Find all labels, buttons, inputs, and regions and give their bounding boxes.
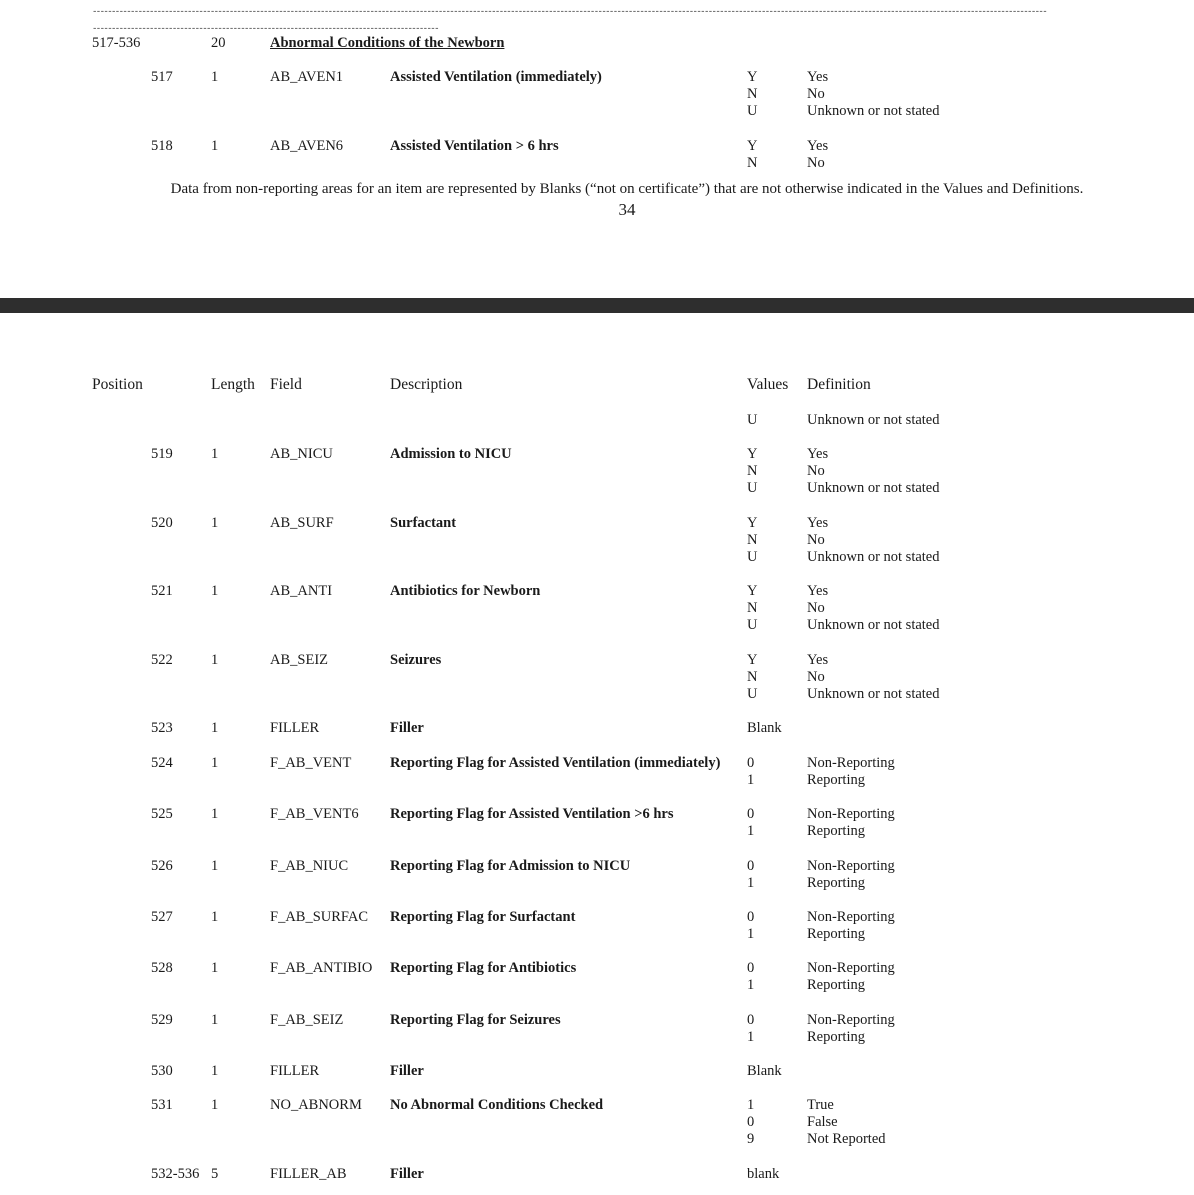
value-code: 0 — [747, 960, 755, 976]
value-code: Blank — [747, 720, 782, 736]
value-code: 1 — [747, 1097, 755, 1113]
row-length: 1 — [211, 446, 219, 462]
value-code: N — [747, 600, 758, 616]
definition-text: Yes — [807, 446, 829, 462]
definition-text: No — [807, 600, 825, 616]
value-code: U — [747, 480, 758, 496]
row-values — [747, 1097, 754, 1148]
value-code: N — [747, 86, 758, 102]
definition-text: Not Reported — [807, 1131, 886, 1147]
definition-text: Reporting — [807, 977, 865, 993]
row-field: F_AB_ANTIBIO — [270, 960, 373, 976]
definition-text: Unknown or not stated — [807, 103, 940, 119]
value-code: 0 — [747, 806, 755, 822]
row-field: AB_AVEN1 — [270, 69, 344, 85]
row-field: AB_NICU — [270, 446, 333, 462]
row-description: No Abnormal Conditions Checked — [390, 1097, 604, 1113]
definition-text: Unknown or not stated — [807, 617, 940, 633]
row-values — [747, 909, 754, 943]
row-description: Filler — [390, 1063, 424, 1079]
definition-text: Reporting — [807, 1029, 865, 1045]
value-code: U — [747, 103, 758, 119]
row-description: Reporting Flag for Seizures — [390, 1012, 561, 1028]
value-code: N — [747, 669, 758, 685]
definition-text: Non-Reporting — [807, 806, 895, 822]
definition-text: Reporting — [807, 823, 865, 839]
section-position: 517-536 — [92, 35, 141, 51]
definition-text: Unknown or not stated — [807, 549, 940, 565]
row-position: 530 — [151, 1063, 173, 1079]
row-position: 524 — [151, 755, 173, 771]
definition-text: No — [807, 669, 825, 685]
row-values — [747, 1166, 779, 1183]
row-length: 1 — [211, 652, 219, 668]
definition-text: Unknown or not stated — [807, 412, 940, 428]
definition-text: Reporting — [807, 926, 865, 942]
row-definitions — [807, 652, 940, 703]
row-position: 528 — [151, 960, 173, 976]
row-length: 1 — [211, 806, 219, 822]
row-length: 1 — [211, 909, 219, 925]
row-position: 521 — [151, 583, 173, 599]
row-field: AB_SEIZ — [270, 652, 328, 668]
row-length: 1 — [211, 583, 219, 599]
row-description: Reporting Flag for Antibiotics — [390, 960, 577, 976]
header-definition: Definition — [807, 376, 871, 393]
row-length: 5 — [211, 1166, 219, 1182]
definition-text: Yes — [807, 69, 829, 85]
row-values — [747, 720, 782, 737]
page-footnote: Data from non-reporting areas for an item are represented by Blanks (“not on certificate”) that are not otherwise indicated in the Values and Definitions. — [170, 181, 1084, 197]
value-code: U — [747, 412, 758, 428]
value-code: 9 — [747, 1131, 755, 1147]
row-position: 526 — [151, 858, 173, 874]
row-values — [747, 960, 754, 994]
row-position: 523 — [151, 720, 173, 736]
value-code: 1 — [747, 875, 755, 891]
row-definitions — [807, 858, 895, 892]
definition-text: Yes — [807, 138, 829, 154]
value-code: 1 — [747, 926, 755, 942]
row-definitions — [807, 909, 895, 943]
page-break-divider — [0, 298, 1194, 313]
row-position: 517 — [151, 69, 173, 85]
value-code: 0 — [747, 1012, 755, 1028]
value-code: U — [747, 686, 758, 702]
row-field: AB_AVEN6 — [270, 138, 344, 154]
row-length: 1 — [211, 1012, 219, 1028]
row-field: AB_ANTI — [270, 583, 333, 599]
row-position: 532-536 — [151, 1166, 200, 1182]
row-position: 525 — [151, 806, 173, 822]
definition-text: Reporting — [807, 875, 865, 891]
row-definitions — [807, 138, 828, 172]
row-description: Reporting Flag for Surfactant — [390, 909, 576, 925]
value-code: N — [747, 155, 758, 171]
value-code: 1 — [747, 977, 755, 993]
value-code: 0 — [747, 858, 755, 874]
definition-text: Yes — [807, 515, 829, 531]
header-length: Length — [211, 376, 255, 393]
row-definitions — [807, 515, 940, 566]
row-description: Seizures — [390, 652, 442, 668]
row-description: Reporting Flag for Assisted Ventilation >6 hrs — [390, 806, 674, 822]
row-values — [747, 1063, 782, 1080]
row-field: NO_ABNORM — [270, 1097, 362, 1113]
definition-text: Yes — [807, 583, 829, 599]
row-position: 519 — [151, 446, 173, 462]
value-code: 0 — [747, 1114, 755, 1130]
row-position: 522 — [151, 652, 173, 668]
definition-text: No — [807, 532, 825, 548]
definition-text: No — [807, 463, 825, 479]
page-number: 34 — [618, 200, 636, 219]
row-position: 518 — [151, 138, 173, 154]
definition-text: Reporting — [807, 772, 865, 788]
definition-text: False — [807, 1114, 838, 1130]
row-length: 1 — [211, 1063, 219, 1079]
row-field: FILLER_AB — [270, 1166, 347, 1182]
row-definitions — [807, 446, 940, 497]
definition-text: Non-Reporting — [807, 960, 895, 976]
row-description: Reporting Flag for Assisted Ventilation (immediately) — [390, 755, 721, 771]
row-field: AB_SURF — [270, 515, 334, 531]
row-field: F_AB_VENT6 — [270, 806, 359, 822]
row-length: 1 — [211, 720, 219, 736]
section-length: 20 — [211, 35, 226, 51]
row-description: Surfactant — [390, 515, 457, 531]
value-code: 0 — [747, 755, 755, 771]
value-code: U — [747, 617, 758, 633]
row-position: 529 — [151, 1012, 173, 1028]
value-code: Y — [747, 138, 758, 154]
row-field: F_AB_NIUC — [270, 858, 349, 874]
row-description: Assisted Ventilation (immediately) — [390, 69, 602, 85]
row-length: 1 — [211, 755, 219, 771]
definition-text: Non-Reporting — [807, 858, 895, 874]
row-definitions — [807, 583, 940, 634]
value-code: 1 — [747, 1029, 755, 1045]
row-field: F_AB_SEIZ — [270, 1012, 344, 1028]
row-field: F_AB_SURFAC — [270, 909, 369, 925]
value-code: N — [747, 532, 758, 548]
row-values — [747, 1012, 754, 1046]
row-length: 1 — [211, 858, 219, 874]
row-definitions — [807, 755, 895, 789]
value-code: Y — [747, 69, 758, 85]
header-description: Description — [390, 376, 463, 393]
row-length: 1 — [211, 69, 219, 85]
value-code: 1 — [747, 772, 755, 788]
value-code: 0 — [747, 909, 755, 925]
row-values — [747, 138, 757, 172]
definition-text: No — [807, 86, 825, 102]
value-code: 1 — [747, 823, 755, 839]
row-position: 527 — [151, 909, 173, 925]
header-position: Position — [92, 376, 143, 393]
value-code: Y — [747, 583, 758, 599]
row-field: F_AB_VENT — [270, 755, 352, 771]
header-values: Values — [747, 376, 789, 393]
row-definitions — [807, 1097, 886, 1148]
row-description: Reporting Flag for Admission to NICU — [390, 858, 631, 874]
row-values — [747, 515, 757, 566]
row-length: 1 — [211, 138, 219, 154]
definition-text: Non-Reporting — [807, 1012, 895, 1028]
row-position: 520 — [151, 515, 173, 531]
value-code: N — [747, 463, 758, 479]
row-definitions — [807, 69, 940, 120]
row-length: 1 — [211, 1097, 219, 1113]
definition-text: True — [807, 1097, 834, 1113]
row-length: 1 — [211, 515, 219, 531]
row-values — [747, 583, 757, 634]
row-description: Assisted Ventilation > 6 hrs — [390, 138, 559, 154]
row-position: 531 — [151, 1097, 173, 1113]
value-code: U — [747, 549, 758, 565]
value-code: Blank — [747, 1063, 782, 1079]
row-values — [747, 69, 757, 120]
value-code: Y — [747, 652, 758, 668]
definition-text: Yes — [807, 652, 829, 668]
dashed-separator: ------------------------------------------------------------------------------------------------------------------------------------------------------------------------------------------------------------------------------------------------------------------------------------------------------------------------------------------------------ — [92, 7, 1047, 34]
row-description: Filler — [390, 1166, 424, 1182]
row-definitions — [807, 806, 895, 840]
value-code: blank — [747, 1166, 780, 1182]
definition-text: Unknown or not stated — [807, 686, 940, 702]
row-description: Antibiotics for Newborn — [390, 583, 541, 599]
row-definitions — [807, 960, 895, 994]
row-values — [747, 858, 754, 892]
definition-text: Non-Reporting — [807, 909, 895, 925]
row-field: FILLER — [270, 1063, 320, 1079]
definition-text: Non-Reporting — [807, 755, 895, 771]
header-field: Field — [270, 376, 302, 393]
definition-text: No — [807, 155, 825, 171]
section-title: Abnormal Conditions of the Newborn — [270, 35, 505, 51]
row-description: Admission to NICU — [390, 446, 512, 462]
row-values — [747, 806, 754, 840]
definition-text: Unknown or not stated — [807, 480, 940, 496]
value-code: Y — [747, 515, 758, 531]
row-definitions — [807, 1012, 895, 1046]
row-length: 1 — [211, 960, 219, 976]
row-values — [747, 652, 757, 703]
row-values — [747, 755, 754, 789]
row-field: FILLER — [270, 720, 320, 736]
row-values — [747, 446, 757, 497]
row-description: Filler — [390, 720, 424, 736]
value-code: Y — [747, 446, 758, 462]
